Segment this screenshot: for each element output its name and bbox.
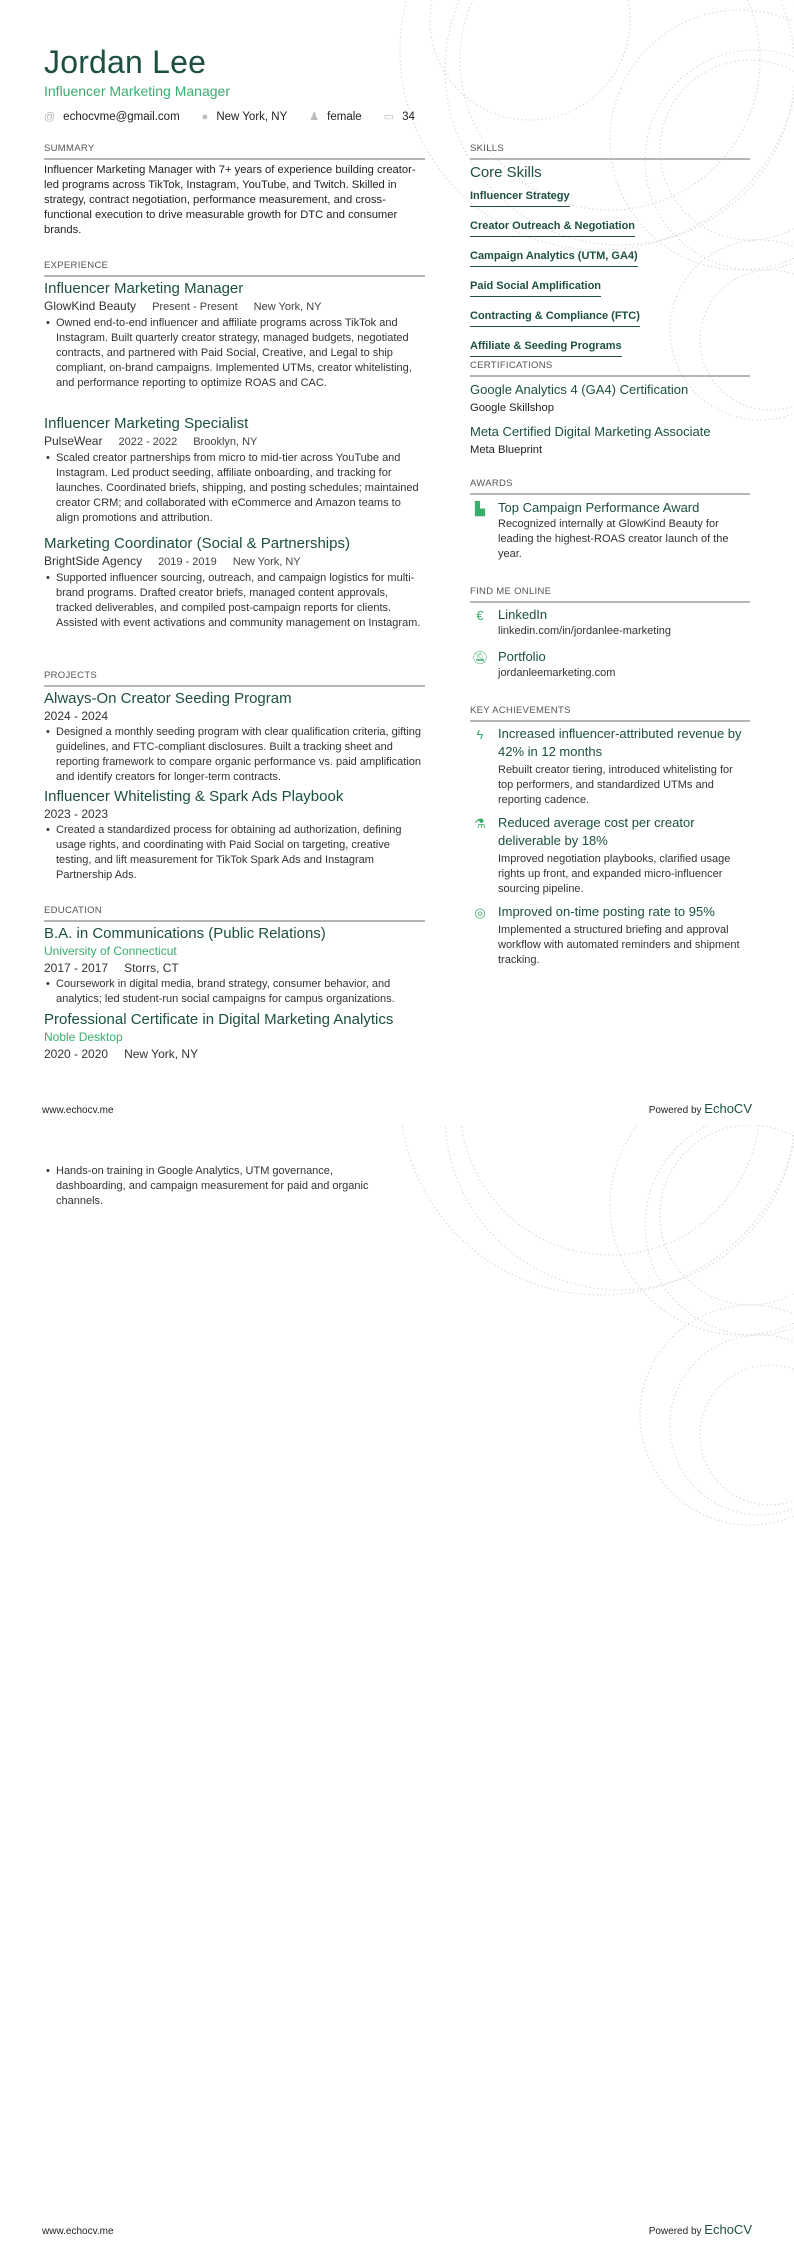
footer-site-link[interactable]: www.echocv.me xyxy=(42,2226,114,2237)
project-item xyxy=(44,689,425,785)
education-item-continued xyxy=(44,1164,384,1209)
projects-heading: PROJECTS xyxy=(44,670,425,687)
flask-icon: ⚗ xyxy=(474,816,486,831)
skills-list xyxy=(470,163,750,366)
location: New York, NY xyxy=(232,556,301,568)
company: BrightSide Agency xyxy=(44,554,143,568)
award-title: Top Campaign Performance Award xyxy=(498,500,700,515)
candidate-name: Jordan Lee xyxy=(44,44,207,80)
summary-text: Influencer Marketing Manager with 7+ years of experience building creator-led programs across TikTok, Instagram, YouTube, and Twitch. Skilled in strategy, contract negotiation, performance measurement, and cross-functional execution to drive measurable growth for DTC and consumer brands. xyxy=(44,164,416,236)
experience-item xyxy=(44,534,425,631)
awards-heading: AWARDS xyxy=(470,478,750,495)
location-pin-icon: ● xyxy=(201,110,209,123)
certifications-heading: CERTIFICATIONS xyxy=(470,360,750,377)
project-title: Influencer Whitelisting & Spark Ads Playbook xyxy=(44,788,344,805)
link-url[interactable]: linkedin.com/in/jordanlee-marketing xyxy=(498,625,672,637)
experience-item xyxy=(44,279,425,391)
achievement-title: Reduced average cost per creator deliverable by 18% xyxy=(498,815,695,848)
footer-site-link[interactable]: www.echocv.me xyxy=(42,1105,114,1116)
file-icon: ▙ xyxy=(475,501,485,516)
school: University of Connecticut xyxy=(44,944,177,958)
location: New York, NY xyxy=(124,1047,199,1061)
person-icon: ♟ xyxy=(309,111,320,123)
contact-location: New York, NY xyxy=(216,110,288,123)
skill-item: Creator Outreach & Negotiation xyxy=(470,220,635,237)
online-heading: FIND ME ONLINE xyxy=(470,586,750,603)
job-title: Marketing Coordinator (Social & Partnerships) xyxy=(44,535,350,552)
job-title: Influencer Marketing Manager xyxy=(44,280,244,297)
experience-item xyxy=(44,414,425,526)
skills-heading: SKILLS xyxy=(470,143,750,160)
contact-row xyxy=(44,110,415,123)
certification-item xyxy=(470,422,750,458)
skill-item: Paid Social Amplification xyxy=(470,280,601,297)
euro-circle-icon: € xyxy=(476,608,484,623)
skill-item: Affiliate & Seeding Programs xyxy=(470,340,622,357)
candidate-title: Influencer Marketing Manager xyxy=(44,83,230,99)
certification-name: Meta Certified Digital Marketing Associate xyxy=(470,424,711,439)
contact-age: 34 xyxy=(402,110,415,123)
project-title: Always-On Creator Seeding Program xyxy=(44,690,292,707)
location: New York, NY xyxy=(253,301,322,313)
calendar-icon: ▭ xyxy=(383,111,395,123)
skills-subheading: Core Skills xyxy=(470,164,542,181)
brand-name: EchoCV xyxy=(704,2222,752,2237)
bullet: • Coursework in digital media, brand strategy, consumer behavior, and analytics; led student-run social campaigns for campus organizations. xyxy=(44,977,425,1007)
achievement-item xyxy=(470,903,750,968)
powered-by-label: Powered by xyxy=(648,1105,702,1116)
footer-powered-by[interactable] xyxy=(649,1101,752,1116)
achievement-item xyxy=(470,725,750,808)
award-text: Recognized internally at GlowKind Beauty for leading the highest-ROAS creator launch of the year. xyxy=(498,518,729,560)
experience-heading: EXPERIENCE xyxy=(44,260,425,277)
link-title: LinkedIn xyxy=(498,607,548,622)
skill-item: Influencer Strategy xyxy=(470,190,570,207)
dates: 2019 - 2019 xyxy=(158,556,217,568)
bullet: • Owned end-to-end influencer and affiliate programs across TikTok and Instagram. Built quarterly creator strategy, managed budgets, negotiated contracts, and partnered with Paid Social, Creative, and Legal to ship compliant, on-brand campaigns. Implemented UTMs, creator whitelisting, and performance reporting to optimize ROAS and CAC. xyxy=(44,316,425,391)
degree: Professional Certificate in Digital Marketing Analytics xyxy=(44,1011,394,1028)
link-url[interactable]: jordanleemarketing.com xyxy=(498,667,616,679)
dates: 2024 - 2024 xyxy=(44,709,109,723)
brand-name: EchoCV xyxy=(704,1101,752,1116)
bullet: • Supported influencer sourcing, outreach, and campaign logistics for multi-brand programs. Drafted creator briefs, managed content approvals, tracked deliverables, and compiled post-campaign reports for clients. Assisted with event activations and community management on Instagram. xyxy=(44,571,425,631)
skill-item: Campaign Analytics (UTM, GA4) xyxy=(470,250,638,267)
certification-item xyxy=(470,380,750,416)
dates: 2022 - 2022 xyxy=(118,436,178,448)
achievement-text: Implemented a structured briefing and approval workflow with automated reminders and shipment tracking. xyxy=(498,924,740,966)
dates: 2020 - 2020 xyxy=(44,1047,109,1061)
job-title: Influencer Marketing Specialist xyxy=(44,415,249,432)
contact-email: echocvme@gmail.com xyxy=(63,110,180,123)
bullet: • Scaled creator partnerships from micro to mid-tier across YouTube and Instagram. Led product seeding, affiliate onboarding, and tracking for launches. Coordinated briefs, shipping, and posting schedules; maintained creator CRM; and collaborated with eCommerce and Amazon teams to align promotions and attribution. xyxy=(44,451,425,526)
award-item xyxy=(470,499,750,562)
company: PulseWear xyxy=(44,434,103,448)
bell-slash-icon: 🔕︎ xyxy=(472,650,489,665)
footer-powered-by[interactable] xyxy=(649,2222,752,2237)
degree: B.A. in Communications (Public Relations) xyxy=(44,925,326,942)
online-item-linkedin[interactable] xyxy=(470,606,750,639)
certification-name: Google Analytics 4 (GA4) Certification xyxy=(470,382,689,397)
school: Noble Desktop xyxy=(44,1030,123,1044)
summary-heading: SUMMARY xyxy=(44,143,425,160)
bullet: • Hands-on training in Google Analytics, UTM governance, dashboarding, and campaign measurement for paid and organic channels. xyxy=(44,1164,384,1209)
company: GlowKind Beauty xyxy=(44,299,137,313)
achievement-text: Improved negotiation playbooks, clarified usage rights up front, and expanded micro-influencer sourcing pipeline. xyxy=(498,853,731,895)
bullet: • Created a standardized process for obtaining ad authorization, defining usage rights, and coordinating with Paid Social on targeting, creative testing, and lift measurement for TikTok Spark Ads and Instagram Partnership Ads. xyxy=(44,823,425,883)
certification-issuer: Meta Blueprint xyxy=(470,444,543,456)
at-icon: @ xyxy=(44,110,56,123)
location: Brooklyn, NY xyxy=(193,436,258,448)
project-item xyxy=(44,787,425,883)
skill-item: Contracting & Compliance (FTC) xyxy=(470,310,640,327)
contact-gender: female xyxy=(327,110,362,123)
education-heading: EDUCATION xyxy=(44,905,425,922)
achievement-text: Rebuilt creator tiering, introduced whitelisting for top performers, and standardized UTMs and reporting cadence. xyxy=(498,764,733,806)
bolt-icon: ϟ xyxy=(476,727,484,742)
education-item xyxy=(44,1010,425,1063)
location: Storrs, CT xyxy=(124,961,179,975)
achievements-heading: KEY ACHIEVEMENTS xyxy=(470,705,750,722)
achievement-title: Improved on-time posting rate to 95% xyxy=(498,904,715,919)
achievement-title: Increased influencer-attributed revenue by 42% in 12 months xyxy=(498,726,742,759)
online-item-portfolio[interactable] xyxy=(470,648,750,681)
decorative-circles-page-2 xyxy=(360,1125,794,1565)
education-item xyxy=(44,924,425,1007)
dates: Present - Present xyxy=(152,301,238,313)
link-title: Portfolio xyxy=(498,649,546,664)
target-icon: ◎ xyxy=(474,905,486,920)
certification-issuer: Google Skillshop xyxy=(470,402,554,414)
dates: 2023 - 2023 xyxy=(44,807,109,821)
powered-by-label: Powered by xyxy=(648,2226,702,2237)
bullet: • Designed a monthly seeding program with clear qualification criteria, gifting guidelines, and FTC-compliant disclosures. Built a tracking sheet and reporting framework to compare organic performance vs. paid amplification and identify creators for longer-term contracts. xyxy=(44,725,425,785)
achievement-item xyxy=(470,814,750,897)
dates: 2017 - 2017 xyxy=(44,961,109,975)
